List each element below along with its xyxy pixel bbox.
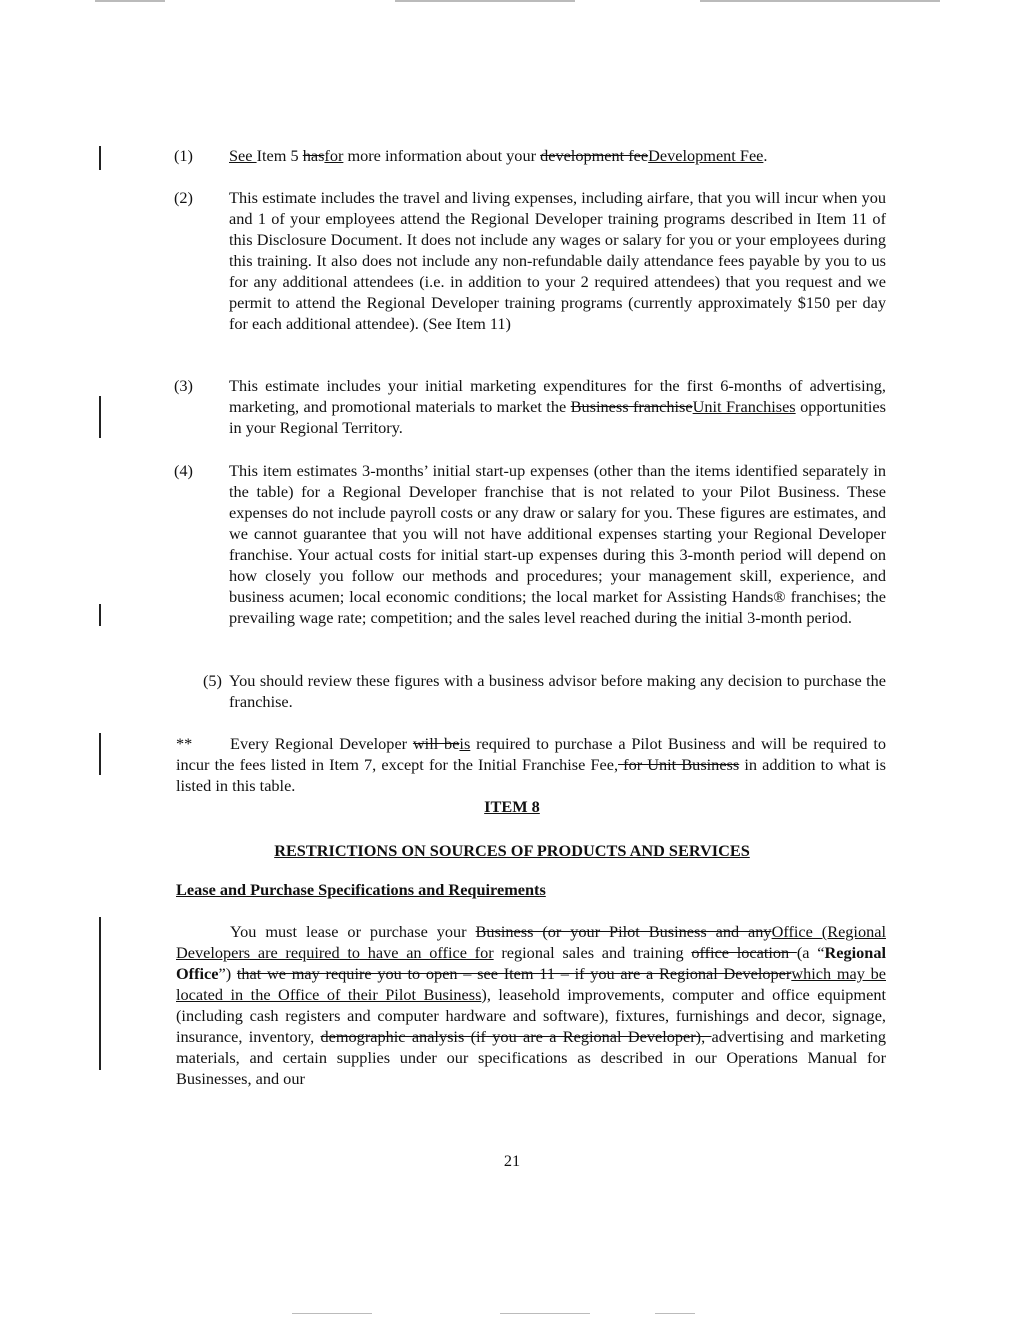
- footnote-text: [229, 460, 886, 628]
- inserted-text: which may be located in the Office of their Pilot Business: [176, 964, 886, 1004]
- footnote-text: [229, 187, 886, 334]
- inserted-text: for: [324, 146, 344, 165]
- scan-edge-top: [0, 0, 1024, 3]
- scan-edge-bottom: [0, 1295, 1024, 1325]
- text-run: more information about your: [343, 146, 541, 165]
- deleted-text: Business (or your Pilot Business and any: [475, 922, 772, 941]
- asterisk-note-text: [176, 734, 886, 795]
- change-bar: [99, 146, 101, 170]
- text-run: .: [763, 146, 768, 165]
- deleted-text: Business franchise: [570, 397, 693, 416]
- footnote-number: (2): [174, 188, 193, 207]
- asterisk-mark: **: [176, 734, 193, 753]
- deleted-text: development fee: [540, 146, 649, 165]
- text-run: advertising and marketing materials, and certain supplies under our specifications as described in our Operations Manual for Businesses, and our: [176, 1027, 886, 1088]
- change-bar: [99, 917, 101, 1003]
- deleted-text: office location: [691, 943, 797, 962]
- text-run: This estimate includes your initial marketing expenditures for the first 6-months of advertising, marketing, and promotional materials to market the: [229, 376, 886, 416]
- text-run: You must lease or purchase your: [230, 922, 476, 941]
- footnote-text: [229, 375, 886, 438]
- footnote-text: You should review these figures with a business advisor before making any decision to purchase the franchise.: [229, 671, 886, 711]
- deleted-text: has: [302, 146, 325, 165]
- text-run: opportunities in your Regional Territory.: [229, 397, 886, 437]
- footnote-number: (5): [203, 671, 222, 690]
- inserted-text: See: [229, 146, 257, 165]
- text-run: Item 5: [256, 146, 303, 165]
- text-run: Every Regional Developer: [230, 734, 413, 753]
- change-bar: [99, 396, 101, 438]
- text-run: This estimate includes the travel and living expenses, including airfare, that you will incur when you and 1 of your employees attend the Regional Developer training programs described in Item 11 of this Disclosure Document. It does not include any wages or salary for you or your employees during this training. It also does not include any non-refundable daily attendance fees payable by you to us for any additional attendees (i.e. in addition to your 2 required attendees) that you request and we permit to attend the Regional Developer training programs (currently approximately $150 per day for each additional attendee). (See Item 11): [229, 188, 886, 333]
- change-bar: [99, 733, 101, 775]
- text-run: ), leasehold improvements, computer and office equipment (including cash registers and computer hardware and software), fixtures, furnishings and decor, signage, insurance, inventory,: [176, 985, 886, 1046]
- footnote-text: [229, 145, 886, 166]
- body-paragraph: [176, 921, 886, 1089]
- footnote-number: (1): [174, 146, 193, 165]
- section-title: RESTRICTIONS ON SOURCES OF PRODUCTS AND SERVICES: [274, 841, 750, 860]
- text-run: ”): [218, 964, 237, 983]
- text-run: regional sales and training: [493, 943, 692, 962]
- page-number: 21: [503, 1151, 521, 1170]
- text-run: This item estimates 3-months’ initial start-up expenses (other than the items identified separately in the table) for a Regional Developer franchise that is not related to your Pilot Business. These expenses do not include payroll costs or any draw or salary for you. These figures are estimates, and we cannot guarantee that you will not have additional expenses starting your Regional Developer franchise. Your actual costs for initial start-up expenses during this 3-month period will depend on how closely you follow our methods and procedures; your management skill, experience, and business acumen; local economic conditions; the local market for Assisting Hands® franchises; the prevailing wage rate; competition; and the sales level reached during the initial 3-month period.: [229, 461, 886, 627]
- inserted-text: Office (Regional Developers are required to have an office for: [176, 922, 886, 962]
- text-run: required to purchase a Pilot Business and will be required to incur the fees listed in Item 7, except for the Initial Franchise Fee,: [176, 734, 887, 774]
- deleted-text: for Unit Business: [618, 755, 740, 774]
- inserted-text: Unit Franchises: [692, 397, 796, 416]
- text-run: in addition to what is listed in this table.: [176, 755, 887, 795]
- asterisk-note: [176, 733, 886, 796]
- subheading: Lease and Purchase Specifications and Requirements: [176, 880, 546, 899]
- item-heading: ITEM 8: [484, 797, 540, 816]
- inserted-text: is: [459, 734, 471, 753]
- footnote-number: (4): [174, 461, 193, 480]
- deleted-text: that we may require you to open – see Item 11 – if you are a Regional Developer: [236, 964, 792, 983]
- deleted-text: will be: [412, 734, 460, 753]
- bold-term: Regional Office: [176, 943, 886, 983]
- deleted-text: demographic analysis (if you are a Regional Developer),: [320, 1027, 712, 1046]
- footnote-number: (3): [174, 376, 193, 395]
- change-bar: [99, 604, 101, 626]
- inserted-text: Development Fee: [648, 146, 764, 165]
- text-run: (a “: [796, 943, 825, 962]
- change-bar: [99, 998, 101, 1070]
